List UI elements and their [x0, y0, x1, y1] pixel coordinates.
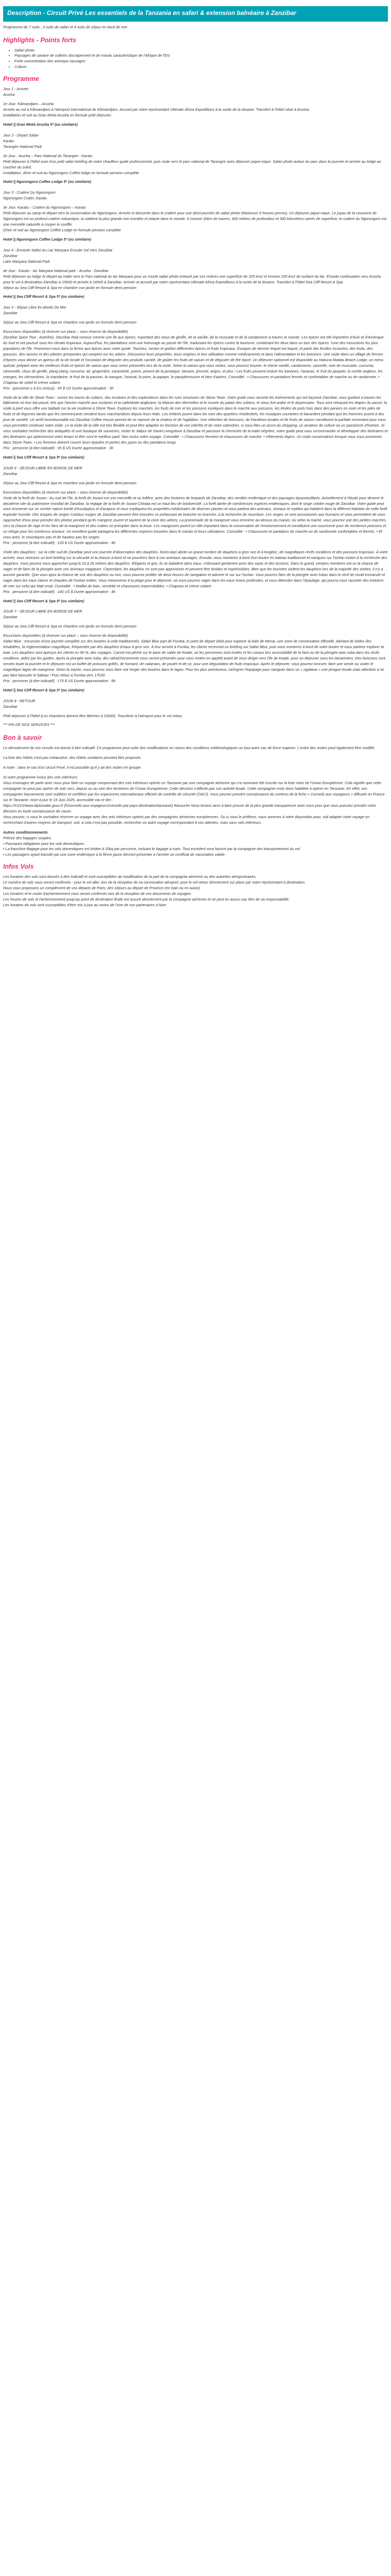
- infos-vols-paragraph: Les horaires des vols sont donnés à titre indicatif et sont susceptibles de modification de la part de la compagnie aérienne ou des autorités aéroportuaires. Le numéro de vols vous seront confirmés - pour le vol aller, lors de la réception de sa convocation aéroport, pour le vol retour directement sur place par notre représentant à destination. Nous vous proposons un complément de vos départs de Paris, des séjours au départ de Province (en train ou en avion). Les horaires et le mode d'acheminement vous seront confirmés lors de la réception de vos documents de voyages. Les heures de vols et l'acheminement jusqu'au point de destination finale est assuré directement par la compagnie aérienne et ne peut en aucun cas être de sa responsabilité. Les horaires de vols sont susceptibles d'être mis à jour au moins de l'une de nos partenaires à faire.: [3, 874, 306, 908]
- day-title: Jour 5 - Séjour Libre En Borde De Mer: [3, 305, 67, 310]
- day-location: Zanzibar: [3, 471, 18, 476]
- autres-item: • Les passagers ayant transité par une zone endémique à la fièvre jaune devront présenter à l'arrivée un certificat de vaccination valide.: [3, 852, 226, 857]
- day-paragraph: 3e Jour: Karatu – Cratère du Ngorongoro – Karatu Petit déjeuner au camp et départ vers la conservation du Ngorongoro. Arrivée et descente dans le cratère pour une demi-journée de safari photo (Maximum 6 heures permis). Un déjeuner pique-nique. Le joyau de la couronne de Ngorongoro est un profond cratère volcanique, la caldeira la plus grande non inondée et intacte dans le monde. Il mesure 20km de travers, 600 mètres de profondeur et 300 kilomètres carrés de superficie, le cratère du Ngorongoro est une merveille naturelle à couper le souffle. Dîner et nuit au Ngorongoro Coffee Lodge en formule pension complète: [3, 205, 387, 233]
- highlight-item: • Safari photo: [14, 48, 388, 54]
- infos-vols-section: [3, 874, 388, 908]
- day-block: [3, 87, 388, 128]
- programme-days: [3, 87, 388, 728]
- day-paragraph: Petit déjeuner à l'hôtel (Les chambres doivent être libérées à 10h00). Transferts à l'aéroport pour le vol retour: [3, 713, 182, 718]
- day-location: Zanzibar: [3, 311, 18, 316]
- day-location: Zanzibar: [3, 615, 18, 620]
- day-title: Jour 2 - Départ Safari: [3, 132, 39, 138]
- day-location: Ngorongoro Crater, Karatu: [3, 196, 47, 201]
- day-hotel: Hotel || Sea Cliff Resort & Spa 5* (ou similaire): [3, 598, 85, 603]
- day-block: [3, 466, 388, 604]
- day-block: [3, 699, 388, 728]
- day-location: Zanzibar: [3, 704, 18, 709]
- day-block: [3, 305, 388, 460]
- bon-savoir-paragraph: La liste des hôtels n'est pas exhaustive, des hôtels similaires peuvent être proposés: [3, 755, 141, 760]
- autres-list: [3, 836, 388, 858]
- day-title: JOUR 6 - SÉJOUR LIBRE EN BORDE DE MER: [3, 465, 83, 470]
- day-paragraph: 4e Jour : Karatu - lac Manyara National park - Arusha - Zanzibar Petit déjeuner au lodge et départ au matin vers le Parc national du lac Manyara pour un courte safari photo entouré par ses rivières une superficie de 325 km2 et environ 230 km2 de surface du lac. Ensuite continuation vers Arusha pour le vol à destination Zanzibar à 15h00 et arrivée à 16h00 à Zanzibar. Arrivée et accueil par notre représentant Ultimate Africa Expeditions à la sortie de la douane. Transfert à l'hôtel Sea Cliff Resort & Spa Séjour au Sea Cliff Resort & Spa en chambre vue jardin en formule demi pension: [3, 268, 381, 290]
- day-hotel: Hotel || Gran Meliá Arusha 5* (ou similaire): [3, 122, 78, 127]
- day-paragraph: 1e Jour: Kilimandjaro – Arusha Arrivée au vol à Kilimandjaro à l'aéroport international de Kilimandjaro. Accueil par notre représentant Ultimate Africa Expeditions à la sortie de la douane. Transfert à l'hôtel situé à Arusha. Installation et nuit au Gran Melia Arusha en formule petit déjeuner.: [3, 101, 310, 118]
- bon-savoir-paragraph: Le déroulement de vos circuits est donné à titre indicatif. Ce programme peut subir des modifications en raison des conditions météorologiques ou tout autre cas de force majeure. L'ordre des visites peut également être modifié.: [3, 745, 376, 751]
- day-title: JOUR 7 - SÉJOUR LIBRE EN BORDE DE MER: [3, 609, 83, 614]
- day-paragraph: *** FIN DE NOS SERVICES ***: [3, 722, 55, 727]
- day-paragraph: Visite des dauphins : sur la côte sud de Zanzibar peut une journée d'observation des dauphins. Kizim-kazi abrite un grand nombre de dauphins à gros nez et à longbec, de magnifiques récifs coralliens et des poissons tropicaux. À votre arrivée, vous recevrez un bref briefing sur la sécurité et la chasse à bord et ne pouchers face à ces animaux sauvages. Ensuite, vous monterez à bord d'un boutre en bateau traditionnel et naviguez sur l'océan Indien à la recherche des dauphins. Vous pouvez vous approcher jusqu'à 10 à 20 mètres des dauphins. Elégants et gris, ils se baladent dans eaux, s'ébrouant gentiment avec des sauts et des torsions. Dans le grand, certains membres ont vu la chance de nager et de faire de la plongée avec ces animaux magiques. Cependant, les dauphins ne sont pas apprivoisés et peuvent être timides et imprévisibles. Bien que les touristes visitent les dauphins lors de la majorité des sorties, il n'y a aucune garantie. Que vous ayez la chance de voir des dauphins ou non, vous pourrez profiter de deux heures de navigation et admirer le sur sur l'océan. Vous pourrez faire de la plongée avec tubas dans le récif de corail immaculé et nager dans les eaux claires et chaudes de l'océan Indien. Vous retournerez à la plage pour le déjeuner, où vous pourrez nager dans les eaux moins profondes, et vous détendre dans l'épaulage, qui pourra vous raconter des histoires de mer sur celui qui était emal. Comodité : • Maillot de bain, serviette et chaussures imperméables. • Chapeau et crème solaire. Prix : personne (à titre indicatif) : 140 US $ Durée approximative : 4h: [3, 550, 388, 594]
- highlights-heading: Highlights - Points forts: [3, 36, 76, 44]
- highlight-item: • Forte concentration des animaux sauvages: [14, 59, 388, 64]
- highlights-list: [3, 48, 388, 71]
- bon-savoir-paragraph: A noter : dans le cas d'un circuit Privé, il est possible qu'il y ait des visites en groupe.: [3, 765, 142, 770]
- autres-item: • Passeport obligatoire pour les vols domestiques.: [3, 841, 86, 846]
- day-title: Jour 4 - Envoute Safari Au Lac Manyara Ensuite Vol Vers Zanzibar: [3, 247, 113, 252]
- day-paragraph: Visite de la ville de Stone Town : suivez les traces du sultans, des esclaves et des explorateurs dans les rues sinueuses de Stone Town. Votre guide vous raconte les événements qui ont façonné Zanzibar, vous guidant à travers les bâtiments où leur fait passé, tels que l'ancien marché aux esclaves et la cathédrale anglicane, la Maison des Merveilles et le musée du palais des sultans, le vieux fort arabe et le dispensaire. Tous sont retraçant les étapes du passé, la visite à pied vous offre une ballade sur la vie moderne à Stone Town. Explorez les marchés, les fruits de mer et les poissons exotiques dans le marché aux poissons, les étoiles de poils frais dans des paniers en osier et les piles de fruits et de légumes tandis que les commerçants vendent leurs marchandises depuis leurs étals. Les enfants jouent dans les rues des quartiers résidentiels, les musiques courantes et bavardent pendant que les hommes jouent à des jeux de société. Un arrêt incontournable est Zanzibar Coffee House permet de se reposer de la chaleur et de l'agitation. Une sélection de boissons, de friandises locales et de fruits de saison constituent la parfaite remontant pour vous vous permettre continuer votre visite. Le la visite de la ville est très flexible et peut être adaptée en fonction de vos intérêts et de votre calendrier, si vous êtes un accro du shopping, un amateur de culture ou un passionné d'histoire. Si vous souhaitez rechercher des antiquités et une boutique de souvenirs, visiter le Jalipur de David Livingstone à Zanzibar et parcourir la cheminée de la traite négrière, votre guide peut vous recommander et développer des itinéraires et des itinéraires qui optimiseront votre temps et être sont le meilleur parti. Non inclus votre voyage. Comodité : • Chaussures fermées et chaussures de marche. • Vêtements légers. Un code conservatrice lorsque vous vous promenez dans Stone Town. • Les femmes doivent couvrir leurs épaules et portez des jupes ou des pantalons longs. Prix : personne (à titre indicatif) : 65 $ US Durée approximative : 3h: [3, 395, 388, 450]
- day-paragraph: Excursions disponibles (à réserver sur place – sous réserve de disponibilité) Zanzibar Spice Tour : Autrefois, Zanzibar était connue comme une île aux épices, exportant des clous de girofle, de la vanille, de la muscade et de la cardamome à travers le monde. Les épices ont été importées d'Asie et d'Amérique du Sud et ont poussé sous les climats tropicaux. Aujourd'hui, les plantations sont une hommage au passé de l'île, traduisant les épices contre la tourisme, combinant les deux dans un tour des épices. l'une des excursions les plus populaires de l'île. Promenez-vous dans la ferme aux épices avec notre guide. Touchez, sentez et goûtez différentes épices et fruits tropicaux. Essayez de deviner lequel est lequel, et partir des feuilles écrasées, des fruits, des gousses, des racines et des plantes grimpantes qui rompent sur les arbres. Découvrez leurs propriétés, leurs origines et leur utilisation comme médicaments et dans l'alimentation et les boissons. Une visite dans un village de fermes d'épices vous donne un aperçu de la vie locale et l'occasion de déguster des produits sambé, de goûter les fruits de saison et de déguster de thé épicé. Un déjeuner optionnel est disponible au Hakuna Matata Beach Lodge, un menu spécial, préparé avec les meilleurs fruits et épices de saison que vous serez présentés lors de la visite. Selon la saison que vous visitez, vous pourrez trouver: le cherie vanille, cardamome, cannelle, noix de muscade, curcuma, citronnelle, clous de girofle, ylang-ylang, curcuma, ail, gingembre, carambole, poivre, piment de la jamaïque, tamarin, jimmed, arigos, et plus ! Les fruits peuvent inclure les bananes, l'ananas, le fruit du jacquier, la corète angleux, les oranges, les clémentines, la mandarine, le fruit de la passion, la mangue, l'avocat, la poire, la papaye, le pamplemousse et bien d'autres. Comodité : • Chaussures et pantalons fermés et confortables de marche ou de randonnée. • Chapeau de soleil et crème solaire. Prix : (personne ≥ 8 (ns inclus)) : 65 $ US Durée approximative : 3h: [3, 329, 384, 391]
- day-title: Jour 3 - Cratère Du Ngorongoro: [3, 190, 56, 195]
- infos-vols-heading: Infos Vols: [3, 863, 34, 871]
- bon-savoir-section: [3, 745, 388, 858]
- day-title: Jour 1 - Arrivée: [3, 87, 28, 92]
- page-title: Description - Circuit Privé Les essentiels de la Tanzania en safari & extension balnéaire à Zanzibar: [3, 6, 388, 22]
- day-title: JOUR 8 - RETOUR: [3, 698, 36, 703]
- day-location: Karatu Tarangire National Park: [3, 138, 42, 149]
- highlight-item: • Paysages de savane de collines discrapement et de marais caractéristique de l'Afrique de l'Est: [14, 53, 388, 59]
- day-paragraph: 2e Jour : Arusha – Parc National de Tarangire - Karatu Petit déjeuner à l'hôtel suivi d'un petit safari briefing de notre chauffeur guide professionnel, puis route vers le parc national de Tarangire avec déjeuner pique-nique. Safari photo autour du parc dans la journée et arrivée au lodge au coucher du soleil. Installation, dîner et nuit au Ngorongoro Coffee lodge en formule pension complète: [3, 153, 381, 175]
- day-paragraph: Séjour au Sea Cliff Resort & Spa en chambre vue jardin en formule demi pension: [3, 320, 137, 325]
- autres-item: Prévoir des bagages souples.: [3, 835, 52, 840]
- day-paragraph: Excursions disponibles (à réserver sur place – sous réserve de disponibilité) Visite de la forêt de Jozani : Au sud de l'île, la forêt de Jozani est une merveille et un édifice, avec des histoires de leopards de Zanzibar, des ventiles endémique et des paysages époustouflants. Actuellement à l'étude pour devenir le deuxième site du patrimoine mondial de Zanzibar, la réglage de la forêt de Jozani-Chiwaa est un haut lieu de biodiversité. La forêt abrite de nombreuses espèces endémiques, dont le singe colobe rouge de Zanzibar. Votre guide peut vous emmener sur un sentier nature bordé d'eucalyptus et d'acajous et vous expliquera les propriétés médicinales de diverses plantes et vous parlera des animaux, oiseaux et reptiles qui habitent dans la différent habitats de cette forêt tropicale humide. Des troupes de singes Colobus rouges de Zanzibar peuvent être trouvées se prélassant de branche en branche, à la recherche de nourriture. Les singes se sont accoutumés aux humains et vous permettent de vous rapprocher d'eux pour prendre des photos pendant qu'ils mangent, jouent et sautent de la cime des arbres. La promenade de la mangrove vous emmène au-dessus du marais, où selon la marée, vous pourrez voir des petites marches vers la chasse de rage et les fans de la mangrove et des crabes se précipiter dans la boue. Les mangroves jouent un rôle important dans la conservation de l'environnement et constituent une nourricerie pour de nombreux poissons et un refuge pour les nombreux oiseaux. Un excellent guide partagera les différentes espèces trouvées dans le marais et leurs utilisations. Comodité : • Chaussures et pantalons de marche ou de randonnée confortables et fermés. • Et vous avez, le moustiques pas et de hauteur pas les singes. Prix : personne (à titre indicatif) : 120 $ US Durée approximative : 4h: [3, 489, 387, 546]
- day-block: [3, 190, 388, 243]
- day-hotel: Hotel || Sea Cliff Resort & Spa 5* (ou similaire): [3, 294, 85, 299]
- day-block: [3, 133, 388, 185]
- day-paragraph: Séjour au Sea Cliff Resort & Spa en chambre vue jardin en formule demi pension: [3, 480, 137, 485]
- day-hotel: Hotel || Ngorongoro Coffee Lodge 5* (ou similaire): [3, 179, 91, 184]
- day-location: Arusha: [3, 92, 15, 97]
- day-hotel: Hotel || Sea Cliff Resort & Spa 5* (ou similaire): [3, 687, 85, 692]
- day-block: [3, 609, 388, 693]
- day-paragraph: Séjour au Sea Cliff Resort & Spa en chambre vue jardin en formule demi pension: [3, 624, 137, 629]
- highlight-item: • Culture: [14, 64, 388, 70]
- day-paragraph: Excursions disponibles (à réserver sur place – sous réserve de disponibilité) Safari Blue : excursion d'une journée complète sur des boutres à voile traditionnels. Safari Blue part de Fumba, le point de départ idéal pour explorer la baie de Menai, une zone de conservation officielle. Alertant de belles îles inhabitées, la réglementation magnifique, fréquentée par des dauphins d'eaux à gros nez. À leur arrivée à Fumba, les clients recevront un briefing sur Safari Blue, puis vous monterez à bord de votre boutre et vous partirez explorer la baie. Les dauphins sont aperçus les clients en 90 %, des voyages. Carnet est pêché sur le banc de sable de Kwale, où les personnes sont invités et les coraux lors accessibilité de la faim ou de la plongée avec tuba dans les récifs coralliens, aidés par les guides. Après la plongée avec tuba, des rafraîchissements vous seront présentés pour vous mettre en appétit avant de vous diriger vers l'île de Kwale, pour un déjeuner sous les tamariniers. Des boissons sont servies toute la journée et le déjeuner est un buffet de poissons grillés, de homard, de calamars, de poulet et de riz, pour une dégustation de fruits tropicaux. Après le déjeuner, vous pourrez bronzer, faire une sieste ou visiter le magnifique lagon de mangrove. Selon la marée, vous pourrez vous faire voir longer des boutres dans le lagon. Pour les plus aventureux, nz/Ingres l'équipage pour naviguer dans un « ngalawa » une pirogue locale mais attention à ne pas faire basculer le bateau ! Puis retour à Fumba vers 17h30. Prix : personne (à titre indicatif) : 175 $ US Durée approximative : 8h: [3, 633, 386, 683]
- programme-heading: Programme: [3, 75, 39, 83]
- day-hotel: Hotel || Sea Cliff Resort & Spa 5* (ou similaire): [3, 454, 85, 460]
- day-location: Zanzibar Lake Manyara National Park: [3, 253, 50, 264]
- autres-item: • La franchise Bagage pour les vols domestiques est limitée à 20kg par personne, incluant le bagage à main. Tout excédent sera facturé par la compagnie des transportement du vol.: [3, 846, 301, 852]
- bon-savoir-heading: Bon à savoir: [3, 734, 42, 742]
- autres-heading: Autres conditionnements: [3, 829, 48, 835]
- programme-intro: Programme de 7 nuits : 3 nuits de safari et 4 nuits de séjour en bord de mer: [3, 24, 127, 29]
- day-block: [3, 248, 388, 300]
- bon-savoir-paragraph: Si votre programme inclus des vols intérieurs: Vous envisagez de partir avec nous pour faire un voyage comprenant des vols intérieurs opérés en Tanzanie par une compagnie aérienne qui n'a nommant été inscrite sur la liste noire de l'Union Européenne. Cela signifie que cette compagnie ne peut pas opérer de vols vers, depuis ou au sein des territoires de l'Union Européenne. Cette décision n'affecte pas son activité locale. Cette compagnie reste donc habilitée à opérer en Tanzanie. En effet, ses compagnies bassements sont oubliées et certifiées par les organismes internationaux officiels de contrôle de sécurité (OACI). Vous pouvez prendre connaissance du contenu de la fiche « Conseils aux voyageurs » diffusée en France sur le Tanzanie, mise à jour le 19 Juin 2025, accessible via ce lien : https://XXXX/www.diplomatie.gouv.fr (fr/conseils-aux-voyageurs/conseils-par-pays-destination/tanzanie) Rassurée Nous tenons ainsi à faire preuve de la plus grande transparence avec vous pour que vous puissiez prendre votre décision en toute connaissance de cause. Vous pouvez, si vous le souhaitez réserver un voyage avec des vols intérieurs opérés par des compagnies aériennes européennes. Ou si vous le préférez, nous sommes à votre disposition pour, soit adapter votre voyage en recherchant d'autres moyens de transport, soit, à cela n'est pas possible, rechercher un autre voyage correspondant à vos attentes, mais sans vols intérieurs.: [3, 775, 385, 825]
- day-hotel: Hotel || Ngorongoro Coffee Lodge 5* (ou similaire): [3, 236, 91, 242]
